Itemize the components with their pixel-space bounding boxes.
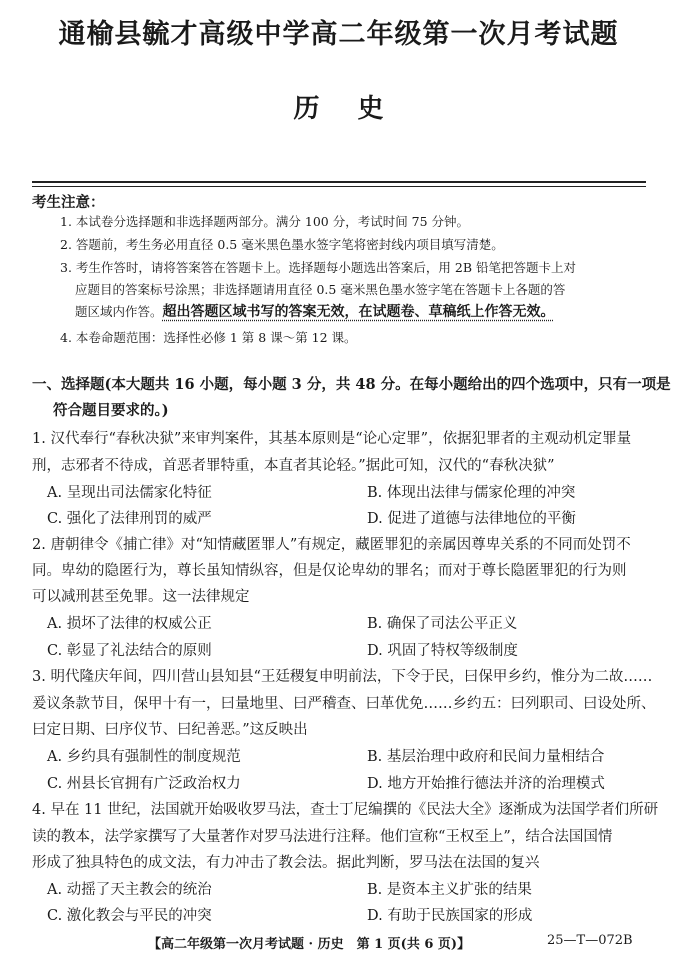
section-heading-line-1: 一、选择题(本大题共 16 小题，每小题 3 分，共 48 分。在每小题给出的四个选项中，只有一项是 — [32, 376, 671, 393]
question-2-line-3: 可以减刑甚至免罪。这一法律规定 — [32, 589, 250, 605]
question-4-option-c: C. 激化教会与平民的冲突 — [47, 908, 212, 924]
notice-item-3-line-3-text: 题区域内作答。 — [75, 304, 163, 319]
question-3-option-c: C. 州县长官拥有广泛政治权力 — [47, 776, 241, 792]
notice-emphasis: 超出答题区域书写的答案无效，在试题卷、草稿纸上作答无效。 — [162, 304, 555, 320]
notice-item-3-line-3 — [75, 301, 555, 321]
notice-item-3-line-2: 应题目的答案标号涂黑；非选择题请用直径 0.5 毫米黑色墨水签字笔在答题卡上各题的答 — [75, 282, 566, 297]
question-2-option-a: A. 损坏了法律的权威公正 — [47, 616, 212, 632]
question-4-option-d: D. 有助于民族国家的形成 — [367, 908, 533, 924]
notice-item-4: 4. 本卷命题范围：选择性必修 1 第 8 课～第 12 课。 — [60, 330, 357, 345]
question-2-option-d: D. 巩固了特权等级制度 — [367, 643, 518, 659]
question-1-option-c: C. 强化了法律刑罚的威严 — [47, 511, 212, 527]
question-2-option-b: B. 确保了司法公平正义 — [367, 616, 518, 632]
notice-heading: 考生注意： — [32, 194, 105, 211]
exam-title: 通榆县毓才高级中学高二年级第一次月考试题 — [58, 19, 619, 50]
notice-item-3-line-1: 3. 考生作答时，请将答案答在答题卡上。选择题每小题选出答案后，用 2B 铅笔把答题卡上对 — [60, 260, 576, 275]
question-4-line-3: 形成了独具特色的成文法，有力冲击了教会法。据此判断，罗马法在法国的复兴 — [32, 855, 540, 871]
footer-code: 25—T—072B — [547, 933, 633, 948]
question-1-line-2: 刑，志邪者不待成，首恶者罪特重，本直者其论轻。”据此可知，汉代的“春秋决狱” — [32, 458, 555, 474]
footer-label: 【高二年级第一次月考试题 · 历史 第 1 页(共 6 页)】 — [148, 937, 471, 952]
question-3-line-3: 曰定日期、曰序仪节、曰纪善恶。”这反映出 — [32, 722, 308, 738]
question-3-line-1: 3. 明代隆庆年间，四川营山县知县“王廷稷复申明前法，下令于民，曰保甲乡约，惟分为二故…… — [32, 669, 653, 685]
question-1-option-b: B. 体现出法律与儒家伦理的冲突 — [367, 485, 576, 501]
question-3-line-2: 爰议条款节目，保甲十有一，曰量地里、曰严稽查、曰革优免……乡约五：曰列职司、曰设处所、 — [32, 696, 656, 712]
question-3-option-a: A. 乡约具有强制性的制度规范 — [47, 749, 241, 765]
question-4-option-b: B. 是资本主义扩张的结果 — [367, 882, 532, 898]
question-1-option-d: D. 促进了道德与法律地位的平衡 — [367, 511, 576, 527]
subject-title: 历史 — [293, 94, 422, 124]
question-1-line-1: 1. 汉代奉行“春秋决狱”来审判案件，其基本原则是“论心定罪”，依据犯罪者的主观动机定罪量 — [32, 431, 632, 447]
divider-thick — [32, 181, 646, 183]
question-3-option-d: D. 地方开始推行德法并济的治理模式 — [367, 776, 605, 792]
question-2-line-1: 2. 唐朝律令《捕亡律》对“知情藏匿罪人”有规定，藏匿罪犯的亲属因尊卑关系的不同而处罚不 — [32, 537, 631, 553]
section-heading-line-2: 符合题目要求的。) — [53, 402, 169, 419]
notice-item-1: 1. 本试卷分选择题和非选择题两部分。满分 100 分，考试时间 75 分钟。 — [60, 214, 470, 229]
question-4-line-1: 4. 早在 11 世纪，法国就开始吸收罗马法，查士丁尼编撰的《民法大全》逐渐成为法国学者们所研 — [32, 802, 659, 818]
question-1-option-a: A. 呈现出司法儒家化特征 — [47, 485, 212, 501]
question-2-option-c: C. 彰显了礼法结合的原则 — [47, 643, 212, 659]
question-2-line-2: 同。卑幼的隐匿行为，尊长虽知情纵容，但是仅论卑幼的罪名；而对于尊长隐匿罪犯的行为则 — [32, 563, 627, 579]
divider-thin — [32, 186, 646, 187]
question-4-option-a: A. 动摇了天主教会的统治 — [47, 882, 212, 898]
question-4-line-2: 读的教本，法学家撰写了大量著作对罗马法进行注释。他们宣称“王权至上”，结合法国国情 — [32, 829, 613, 845]
question-3-option-b: B. 基层治理中政府和民间力量相结合 — [367, 749, 605, 765]
notice-item-2: 2. 答题前，考生务必用直径 0.5 毫米黑色墨水签字笔将密封线内项目填写清楚。 — [60, 237, 504, 252]
